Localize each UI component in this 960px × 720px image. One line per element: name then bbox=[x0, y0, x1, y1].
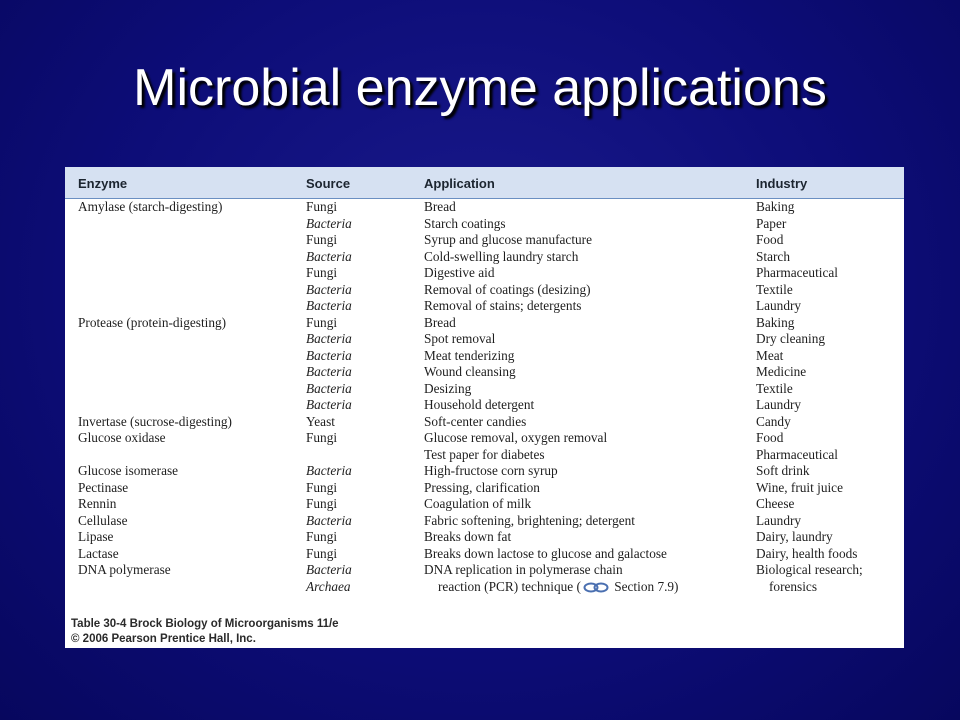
copyright-line: © 2006 Pearson Prentice Hall, Inc. bbox=[71, 633, 256, 645]
cell-source: Bacteria bbox=[306, 215, 352, 231]
slide-title: Microbial enzyme applications bbox=[133, 59, 827, 117]
cell-application: Starch coatings bbox=[424, 215, 506, 231]
cell-industry: Candy bbox=[756, 413, 791, 429]
application-text-after: Section 7.9) bbox=[610, 578, 679, 594]
cell-source: Archaea bbox=[306, 578, 351, 594]
cell-industry: Biological research; bbox=[756, 562, 863, 577]
cell-source: Bacteria bbox=[306, 562, 352, 577]
cell-source: Bacteria bbox=[306, 248, 352, 264]
cell-application: Removal of coatings (desizing) bbox=[424, 281, 591, 297]
cell-industry: Cheese bbox=[756, 496, 795, 511]
cell-source: Fungi bbox=[306, 529, 338, 544]
table-row bbox=[65, 529, 904, 546]
cell-industry: Textile bbox=[756, 380, 793, 396]
table-header bbox=[65, 167, 904, 199]
cell-application: DNA replication in polymerase chain bbox=[424, 562, 623, 577]
table-row bbox=[65, 414, 904, 431]
cell-source: Bacteria bbox=[306, 380, 352, 396]
cell-source: Fungi bbox=[306, 496, 338, 511]
cell-industry: Food bbox=[756, 430, 784, 445]
table-row bbox=[65, 249, 904, 266]
cell-industry: Pharmaceutical bbox=[756, 265, 838, 280]
table-row bbox=[65, 447, 904, 464]
cell-industry: Paper bbox=[756, 215, 787, 231]
table-row bbox=[65, 265, 904, 282]
table-row bbox=[65, 513, 904, 530]
table-row bbox=[65, 216, 904, 233]
table-row bbox=[65, 199, 904, 216]
cell-source: Fungi bbox=[306, 265, 338, 280]
cell-source: Fungi bbox=[306, 430, 338, 445]
cell-source: Bacteria bbox=[306, 463, 352, 478]
table-row bbox=[65, 315, 904, 332]
cell-application: Desizing bbox=[424, 380, 472, 396]
header-source: Source bbox=[306, 176, 351, 191]
enzyme-table bbox=[65, 167, 904, 648]
cell-source: Bacteria bbox=[306, 347, 352, 363]
cell-application: Household detergent bbox=[424, 397, 535, 412]
cell-industry: Dry cleaning bbox=[756, 331, 826, 346]
cell-industry: Textile bbox=[756, 281, 793, 297]
cell-source: Fungi bbox=[306, 314, 338, 330]
cell-industry: Soft drink bbox=[756, 463, 810, 478]
cell-enzyme: DNA polymerase bbox=[78, 562, 171, 577]
cell-application: High-fructose corn syrup bbox=[424, 463, 558, 478]
cell-industry: Wine, fruit juice bbox=[756, 479, 843, 495]
cell-enzyme: Lactase bbox=[78, 545, 119, 561]
cell-source: Bacteria bbox=[306, 281, 352, 297]
cell-industry: Laundry bbox=[756, 397, 802, 412]
cell-source: Bacteria bbox=[306, 298, 352, 313]
table-row bbox=[65, 232, 904, 249]
application-text: reaction (PCR) technique ( bbox=[438, 578, 581, 594]
cell-enzyme: Protease (protein-digesting) bbox=[78, 314, 227, 330]
cell-application: Pressing, clarification bbox=[424, 479, 540, 495]
cell-enzyme: Amylase (starch-digesting) bbox=[78, 199, 223, 214]
cell-application: Breaks down lactose to glucose and galactose bbox=[424, 545, 667, 561]
cell-source: Yeast bbox=[306, 413, 335, 429]
cell-application: Glucose removal, oxygen removal bbox=[424, 430, 608, 445]
cell-industry: Food bbox=[756, 232, 784, 247]
cell-source: Bacteria bbox=[306, 397, 352, 412]
table-row bbox=[65, 348, 904, 365]
table-row bbox=[65, 381, 904, 398]
cell-application: Meat tenderizing bbox=[424, 347, 515, 363]
cell-application: Digestive aid bbox=[424, 265, 495, 280]
cell-source: Fungi bbox=[306, 479, 338, 495]
cell-industry: Laundry bbox=[756, 512, 802, 528]
table-row bbox=[65, 364, 904, 381]
header-enzyme: Enzyme bbox=[78, 176, 128, 191]
table-row bbox=[65, 546, 904, 563]
cell-enzyme: Glucose oxidase bbox=[78, 430, 166, 445]
header-application: Application bbox=[424, 176, 495, 191]
cell-enzyme: Cellulase bbox=[78, 512, 128, 528]
table-row bbox=[65, 282, 904, 299]
table-caption: Table 30-4 Brock Biology of Microorganisms 11/e bbox=[71, 618, 339, 630]
cell-application: Cold-swelling laundry starch bbox=[424, 248, 579, 264]
cell-enzyme: Rennin bbox=[78, 496, 117, 511]
cell-source: Fungi bbox=[306, 199, 338, 214]
cell-enzyme: Lipase bbox=[78, 529, 114, 544]
cell-source: Bacteria bbox=[306, 512, 352, 528]
cell-industry: forensics bbox=[769, 578, 817, 594]
chain-link-icon bbox=[583, 581, 609, 598]
cell-application: Soft-center candies bbox=[424, 413, 527, 429]
table-row bbox=[65, 480, 904, 497]
cell-industry: Dairy, laundry bbox=[756, 529, 833, 544]
cell-source: Fungi bbox=[306, 232, 338, 247]
cell-application: Syrup and glucose manufacture bbox=[424, 232, 593, 247]
cell-source: Bacteria bbox=[306, 331, 352, 346]
cell-application bbox=[438, 579, 679, 598]
cell-enzyme: Pectinase bbox=[78, 479, 129, 495]
cell-application: Bread bbox=[424, 199, 456, 214]
table-row bbox=[65, 579, 904, 596]
table-row bbox=[65, 397, 904, 414]
cell-industry: Baking bbox=[756, 199, 795, 214]
table-row bbox=[65, 331, 904, 348]
cell-enzyme: Invertase (sucrose-digesting) bbox=[78, 413, 232, 429]
header-industry: Industry bbox=[756, 176, 808, 191]
table-row bbox=[65, 496, 904, 513]
cell-industry: Meat bbox=[756, 347, 784, 363]
cell-application: Spot removal bbox=[424, 331, 496, 346]
cell-enzyme: Glucose isomerase bbox=[78, 463, 179, 478]
cell-industry: Laundry bbox=[756, 298, 802, 313]
cell-industry: Medicine bbox=[756, 364, 807, 379]
cell-application: Breaks down fat bbox=[424, 529, 512, 544]
cell-application: Removal of stains; detergents bbox=[424, 298, 582, 313]
cell-application: Fabric softening, brightening; detergent bbox=[424, 512, 635, 528]
cell-industry: Dairy, health foods bbox=[756, 545, 858, 561]
cell-application: Coagulation of milk bbox=[424, 496, 532, 511]
cell-source: Fungi bbox=[306, 545, 338, 561]
table-row bbox=[65, 430, 904, 447]
cell-industry: Baking bbox=[756, 314, 795, 330]
cell-source: Bacteria bbox=[306, 364, 352, 379]
cell-application: Bread bbox=[424, 314, 456, 330]
table-row bbox=[65, 298, 904, 315]
table-row bbox=[65, 562, 904, 579]
cell-industry: Starch bbox=[756, 248, 790, 264]
table-row bbox=[65, 463, 904, 480]
cell-industry: Pharmaceutical bbox=[756, 446, 838, 462]
cell-application: Test paper for diabetes bbox=[424, 446, 545, 462]
cell-application: Wound cleansing bbox=[424, 364, 516, 379]
